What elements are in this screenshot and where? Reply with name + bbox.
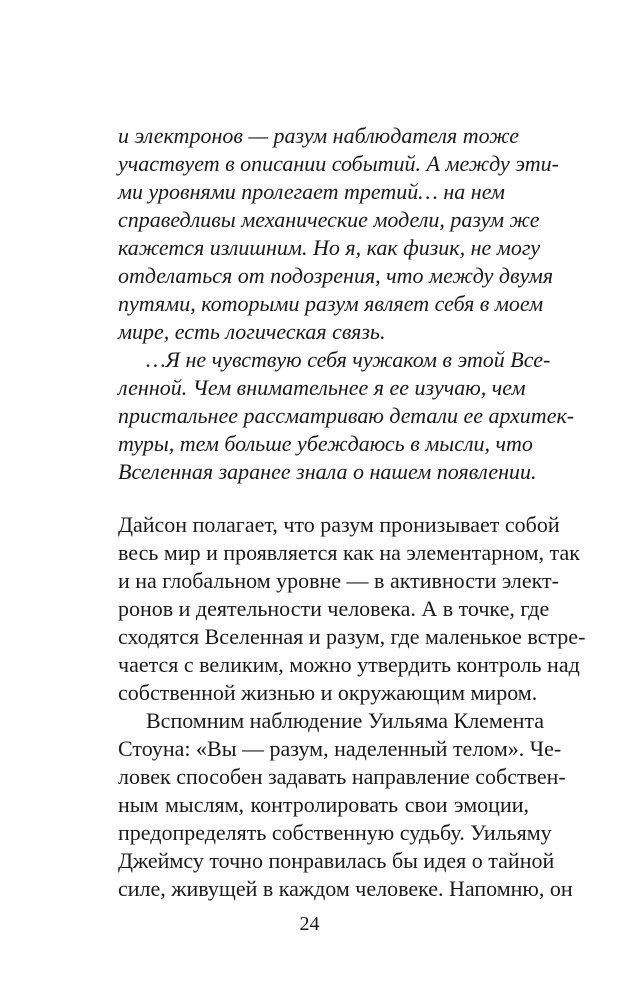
page-number: 24: [299, 913, 320, 935]
body-line: чается с великим, можно утвердить контроль над: [118, 652, 580, 677]
quote-line: ленной. Чем внимательнее я ее изучаю, чем: [118, 375, 526, 400]
body-line: Вспомним наблюдение Уильяма Клемента: [146, 708, 545, 733]
body-line: весь мир и проявляется как на элементарном, так: [118, 540, 580, 565]
quote-line: кажется излишним. Но я, как физик, не могу: [118, 235, 541, 260]
body-line: Джеймсу точно понравилась бы идея о тайной: [118, 848, 555, 873]
quote-line: отделаться от подозрения, что между двумя: [118, 263, 554, 288]
body-line: Стоуна: «Вы — разум, наделенный телом». Че-: [118, 736, 562, 761]
quote-line: …Я не чувствую себя чужаком в этой Все-: [146, 347, 551, 372]
quote-line: Вселенная заранее знала о нашем появлении.: [118, 459, 537, 484]
body-line: ронов и деятельности человека. А в точке, где: [118, 596, 550, 621]
body-line: ным мыслям, контролировать свои эмоции,: [118, 792, 529, 817]
body-line: сходятся Вселенная и разум, где маленькое встре-: [118, 624, 586, 649]
quote-line: мире, есть логическая связь.: [118, 319, 386, 344]
quote-line: туры, тем больше убеждаюсь в мысли, что: [118, 431, 533, 456]
quote-line: пристальнее рассматриваю детали ее архитек-: [118, 403, 575, 428]
body-line: предопределять собственную судьбу. Уильяму: [118, 820, 552, 845]
body-line: Дайсон полагает, что разум пронизывает собой: [118, 512, 560, 537]
quote-line: и электронов — разум наблюдателя тоже: [118, 123, 520, 148]
quote-line: справедливы механические модели, разум же: [118, 207, 540, 232]
body-line: собственной жизнью и окружающим миром.: [118, 680, 538, 705]
quote-line: ми уровнями пролегает третий… на нем: [118, 179, 505, 204]
quote-line: путями, которыми разум являет себя в моем: [118, 291, 544, 316]
body-line: и на глобальном уровне — в активности элект-: [118, 568, 559, 593]
body-line: силе, живущей в каждом человеке. Напомню, он: [118, 876, 573, 901]
body-line: ловек способен задавать направление собствен-: [118, 764, 566, 789]
quote-line: участвует в описании событий. А между эти-: [118, 151, 559, 176]
